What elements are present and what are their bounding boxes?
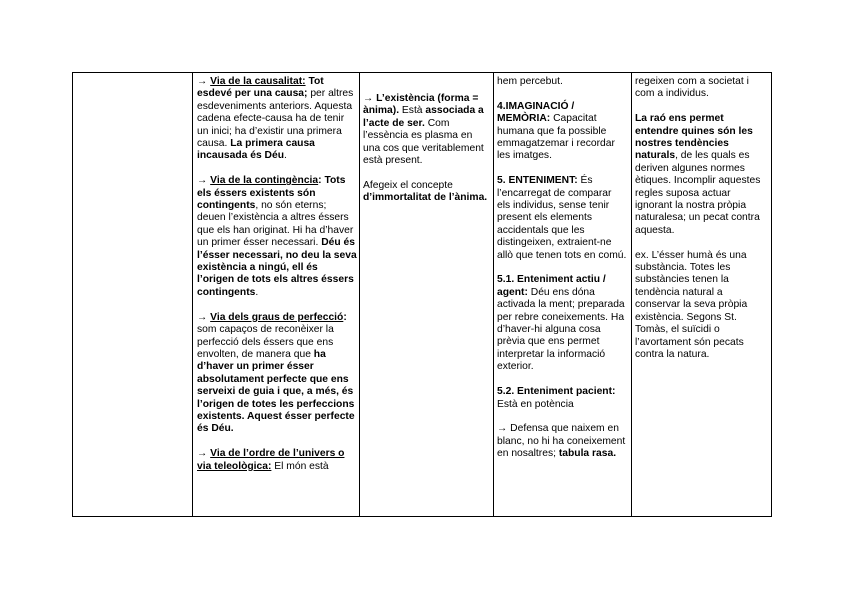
paragraph-imaginacio (497, 101, 627, 163)
paragraph-via-graus (197, 312, 357, 436)
paragraph-tabula-rasa (497, 423, 627, 460)
emphasis-text: ha d’haver un primer ésser absolutament perfecte que ens serveixi de guia i que, a més, és l’origen de totes les perfeccions existents. Aquest ésser perfecte és Déu. (197, 348, 355, 435)
emphasis-text: Tots els éssers existents són contingents (197, 175, 346, 212)
body-text: . (284, 150, 287, 162)
emphasis-text: La primera causa incausada és Déu (197, 138, 315, 162)
arrow-icon: → (197, 448, 208, 460)
heading-via-ordre: Via de l’ordre de l’univers o via teleològica: (197, 448, 345, 472)
body-text: El món està (271, 460, 329, 472)
body-text: Està (399, 105, 426, 117)
paragraph-existencia (363, 93, 488, 167)
heading-via-contingencia: Via de la contingència (210, 175, 319, 187)
body-text: per altres esdeveniments anteriors. Aquesta cadena efecte-causa ha de tenir un inici; ha d’existir una primera causa. (197, 88, 354, 150)
column-divider (631, 73, 632, 516)
emphasis-text: L’existència (forma = ànima). (363, 93, 479, 117)
body-text: Com l’essència es plasma en una cos que veritablement està present. (363, 117, 484, 167)
heading-enteniment-pacient: 5.2. Enteniment pacient: (497, 386, 616, 398)
body-text: Defensa que naixem en blanc, no hi ha coneixement en nosaltres; (497, 423, 626, 460)
body-text: : (343, 311, 347, 323)
body-text: És l’encarregat de comparar els individus, sense tenir present els elements accidentals que les distingeixen, extraient-ne allò que tenen tots en comú. (497, 175, 627, 261)
paragraph-percebut: hem percebut. (497, 76, 563, 87)
heading-imaginacio: 4.IMAGINACIÓ / MEMÒRIA: (497, 100, 575, 125)
heading-via-graus: Via dels graus de perfecció (210, 311, 344, 323)
arrow-icon: → (497, 423, 508, 435)
body-text: Déu ens dóna activada la ment; preparada per rebre coneixements. Ha d’haver-hi alguna cosa prèvia que ens permet interpretar la informació exterior. (497, 286, 625, 373)
arrow-icon: → (197, 76, 208, 87)
column-divider (493, 73, 494, 516)
paragraph-exemple: ex. L’ésser humà és una substància. Totes les substàncies tenen la tendència natural a conservar la seva pròpia existència. Segons St. Tomàs, el suïcidi o l’avortament són pecats contra la natura. (635, 249, 748, 360)
cell-facultats (497, 76, 627, 461)
emphasis-text: tabula rasa. (558, 448, 617, 460)
arrow-icon: → (363, 93, 374, 104)
paragraph-via-ordre (197, 448, 357, 473)
arrow-icon: → (197, 175, 208, 187)
body-text: Està en potència (497, 398, 574, 410)
column-divider (192, 73, 193, 516)
body-text: Afegeix el concepte (363, 179, 453, 191)
arrow-icon: → (197, 311, 208, 323)
emphasis-text: d’immortalitat de l’ànima. (363, 192, 488, 204)
column-divider (359, 73, 360, 516)
paragraph-immortalitat (363, 180, 488, 205)
body-text: . (255, 286, 259, 298)
cell-llei-natural (635, 76, 769, 361)
emphasis-text: Déu és l’ésser necessari, no deu la seva existència a ningú, ell és l’origen de tots els altres éssers contingents (197, 237, 357, 298)
body-text: som capaços de reconèixer la perfecció dels éssers que ens envolten, de manera que (197, 324, 334, 360)
heading-enteniment: 5. ENTENIMENT: (497, 175, 578, 187)
paragraph-enteniment-pacient (497, 386, 627, 411)
emphasis-text: Tot esdevé per una causa; (197, 76, 324, 100)
paragraph-enteniment-actiu (497, 274, 627, 373)
heading-enteniment-actiu: 5.1. Enteniment actiu / agent: (497, 274, 606, 298)
body-text: Capacitat humana que fa possible emmagatzemar i recordar les imatges. (497, 113, 615, 162)
body-text: : (318, 175, 322, 187)
paragraph-enteniment (497, 175, 627, 262)
paragraph-via-causalitat (197, 76, 357, 163)
cell-existencia (363, 93, 488, 205)
emphasis-text: La raó ens permet entendre quines són les nostres tendències naturals (635, 113, 753, 162)
body-text: , no són eterns; deuen l’existència a altres éssers que els han originat. Hi ha d’haver un primer ésser necessari. (197, 200, 354, 249)
body-text: , de les quals es deriven algunes normes ètiques. Incomplir aquestes regles suposa actuar ignorant la nostra pròpia naturalesa; un pecat contra aquesta. (635, 150, 761, 236)
emphasis-text: associada a l’acte de ser. (363, 105, 484, 129)
cell-vies (197, 76, 357, 473)
paragraph-regeixen: regeixen com a societat i com a individus. (635, 76, 749, 100)
content-table (72, 72, 772, 517)
heading-via-causalitat: Via de la causalitat: (210, 76, 306, 87)
paragraph-rao (635, 113, 769, 237)
paragraph-via-contingencia (197, 175, 357, 299)
